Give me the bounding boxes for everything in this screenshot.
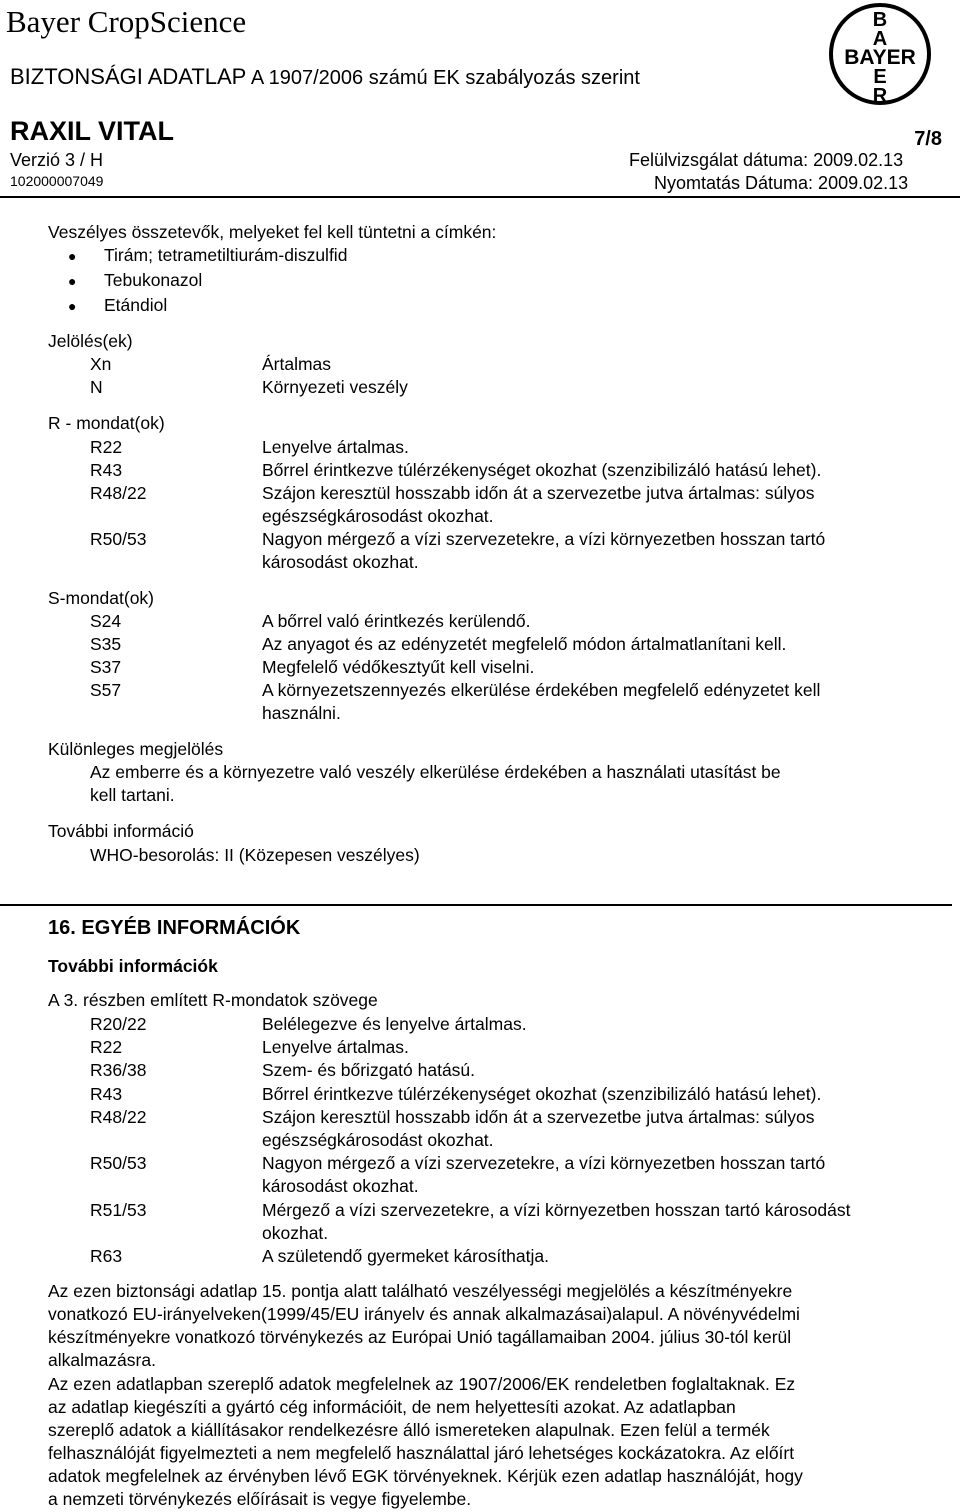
bayer-cross-logo xyxy=(826,0,934,108)
svg-text:A: A xyxy=(872,28,888,50)
symbol-code: Xn xyxy=(90,354,112,374)
r-text: Nagyon mérgező a vízi szervezetekre, a vízi környezetben hosszan tartó xyxy=(262,1153,826,1173)
section-16-subtitle: További információk xyxy=(48,956,218,976)
r-code: R20/22 xyxy=(90,1014,147,1034)
s-code: S24 xyxy=(90,611,122,631)
svg-text:R: R xyxy=(872,85,888,107)
bullet-icon: ● xyxy=(68,248,77,264)
paragraph-line: a nemzeti törvénykezés előírásait is vegye figyelembe. xyxy=(48,1489,472,1509)
hazardous-item: Tirám; tetrametiltiurám-diszulfid xyxy=(104,245,348,265)
bullet-icon: ● xyxy=(68,273,77,289)
product-name: RAXIL VITAL xyxy=(10,116,175,146)
r-code: R22 xyxy=(90,1037,123,1057)
s-text: Megfelelő védőkesztyűt kell viselni. xyxy=(262,657,535,677)
paragraph-line: az adatlap kiegészíti a gyártó cég információit, de nem helyettesíti azokat. Az adatlapban xyxy=(48,1397,736,1417)
r-code: R63 xyxy=(90,1246,123,1266)
hazardous-item: Tebukonazol xyxy=(104,270,203,290)
who-classification: WHO-besorolás: II (Közepesen veszélyes) xyxy=(90,845,420,865)
r-text: Bőrrel érintkezve túlérzékenységet okozhat (szenzibilizáló hatású lehet). xyxy=(262,460,822,480)
paragraph-line: alkalmazásra. xyxy=(48,1350,156,1370)
r-text: Szájon keresztül hosszabb időn át a szervezetbe jutva ártalmas: súlyos xyxy=(262,1107,815,1127)
r-code: R50/53 xyxy=(90,1153,147,1173)
r-text: egészségkárosodást okozhat. xyxy=(262,506,494,526)
paragraph-line: felhasználóját figyelmezteti a nem megfelelő használattal járó lehetséges kockázatokra. Az előírt xyxy=(48,1443,795,1463)
section-divider xyxy=(0,904,952,906)
symbol-text: Környezeti veszély xyxy=(262,377,408,397)
r-text: Szem- és bőrizgató hatású. xyxy=(262,1060,476,1080)
s-text: használni. xyxy=(262,703,341,723)
symbol-code: N xyxy=(90,377,103,397)
doc-type-label: BIZTONSÁGI ADATLAP xyxy=(10,64,247,89)
svg-text:B: B xyxy=(872,9,888,31)
r-text: Nagyon mérgező a vízi szervezetekre, a vízi környezetben hosszan tartó xyxy=(262,529,826,549)
r-text: Lenyelve ártalmas. xyxy=(262,437,409,457)
r-code: R48/22 xyxy=(90,483,147,503)
s-text: A bőrrel való érintkezés kerülendő. xyxy=(262,611,531,631)
material-number: 102000007049 xyxy=(10,173,104,189)
r-phrases-title: R - mondat(ok) xyxy=(48,413,165,433)
paragraph-line: Az ezen adatlapban szereplő adatok megfelelnek az 1907/2006/EK rendeletben foglaltaknak. Ez xyxy=(48,1374,796,1394)
symbols-title: Jelölés(ek) xyxy=(48,331,133,351)
r-text-title: A 3. részben említett R-mondatok szövege xyxy=(48,990,378,1010)
r-code: R51/53 xyxy=(90,1200,147,1220)
r-text: A születendő gyermeket károsíthatja. xyxy=(262,1246,549,1266)
print-date: Nyomtatás Dátuma: 2009.02.13 xyxy=(654,173,909,193)
r-text: Mérgező a vízi szervezetekre, a vízi környezetben hosszan tartó károsodást xyxy=(262,1200,851,1220)
page-number: 7/8 xyxy=(914,128,942,150)
special-text: Az emberre és a környezetre való veszély elkerülése érdekében a használati utasítást be xyxy=(90,762,781,782)
r-text: Szájon keresztül hosszabb időn át a szervezetbe jutva ártalmas: súlyos xyxy=(262,483,815,503)
r-text: Bőrrel érintkezve túlérzékenységet okozhat (szenzibilizáló hatású lehet). xyxy=(262,1084,822,1104)
r-code: R43 xyxy=(90,460,123,480)
hazardous-item: Etándiol xyxy=(104,295,168,315)
version: Verzió 3 / H xyxy=(10,150,104,170)
s-text: Az anyagot és az edényzetét megfelelő módon ártalmatlanítani kell. xyxy=(262,634,787,654)
s-code: S57 xyxy=(90,680,122,700)
r-code: R50/53 xyxy=(90,529,147,549)
r-text: egészségkárosodást okozhat. xyxy=(262,1130,494,1150)
r-text: károsodást okozhat. xyxy=(262,1176,419,1196)
symbol-text: Ártalmas xyxy=(262,354,332,374)
regulation-label: A 1907/2006 számú EK szabályozás szerint xyxy=(250,67,640,89)
paragraph-line: készítményekre vonatkozó törvénykezés az Európai Unió tagállamaiban 2004. július 30-tól kerül xyxy=(48,1327,792,1347)
bullet-icon: ● xyxy=(68,298,77,314)
further-info-title: További információ xyxy=(48,821,194,841)
r-text: károsodást okozhat. xyxy=(262,552,419,572)
special-title: Különleges megjelölés xyxy=(48,739,224,759)
paragraph-line: szereplő adatok a kiállításakor rendelkezésre álló ismereteken alapulnak. Ezen felül a termék xyxy=(48,1420,770,1440)
r-text: Lenyelve ártalmas. xyxy=(262,1037,409,1057)
svg-text:BAYER: BAYER xyxy=(844,46,916,69)
r-code: R36/38 xyxy=(90,1060,147,1080)
s-text: A környezetszennyezés elkerülése érdekében megfelelő edényzetet kell xyxy=(262,680,821,700)
hazardous-title: Veszélyes összetevők, melyeket fel kell tüntetni a címkén: xyxy=(48,222,497,242)
r-code: R43 xyxy=(90,1084,123,1104)
section-16-title: 16. EGYÉB INFORMÁCIÓK xyxy=(48,917,301,939)
paragraph-line: adatok megfelelnek az érvényben lévő EGK törvényeknek. Kérjük ezen adatlap használóját, hogy xyxy=(48,1466,803,1486)
s-phrases-title: S-mondat(ok) xyxy=(48,588,155,608)
s-code: S37 xyxy=(90,657,122,677)
revision-date: Felülvizsgálat dátuma: 2009.02.13 xyxy=(629,150,904,170)
document-type xyxy=(10,64,640,90)
r-text: Belélegezve és lenyelve ártalmas. xyxy=(262,1014,527,1034)
r-code: R48/22 xyxy=(90,1107,147,1127)
svg-text:E: E xyxy=(873,66,887,88)
company-name: Bayer CropScience xyxy=(6,4,247,39)
paragraph-line: vonatkozó EU-irányelveken(1999/45/EU irányelv és annak alkalmazásai)alapul. A növényvédelmi xyxy=(48,1304,800,1324)
r-text: okozhat. xyxy=(262,1223,329,1243)
r-code: R22 xyxy=(90,437,123,457)
special-text: kell tartani. xyxy=(90,785,175,805)
s-code: S35 xyxy=(90,634,122,654)
header-divider xyxy=(0,196,960,198)
paragraph-line: Az ezen biztonsági adatlap 15. pontja alatt található veszélyességi megjelölés a készítményekre xyxy=(48,1281,793,1301)
